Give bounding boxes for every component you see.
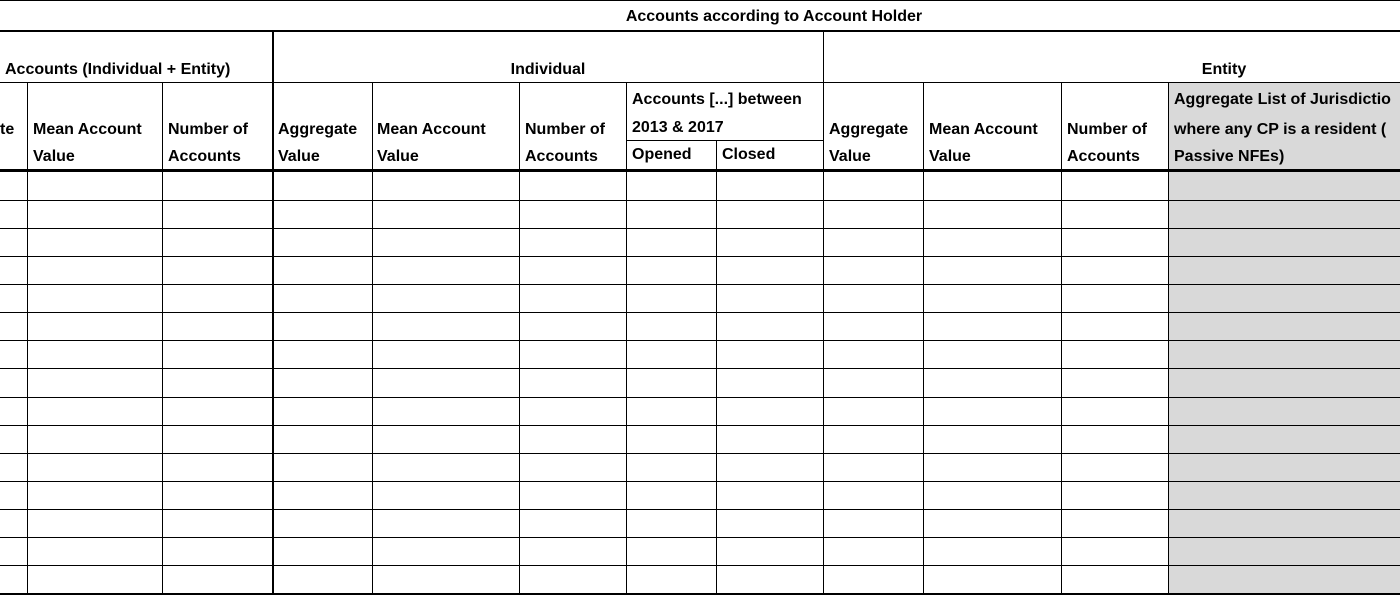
col-accounts-between-l1: Accounts [...] between [632, 91, 802, 108]
table-row-divider [0, 481, 1400, 482]
table-row-divider [0, 397, 1400, 398]
vline-ind-2 [519, 82, 520, 594]
col-total-number-l1: Number of [168, 121, 248, 138]
vline-total-1 [27, 82, 28, 594]
col-total-mean-l1: Mean Account [33, 121, 142, 138]
table-row-divider [0, 453, 1400, 454]
entity-group-divider-h [824, 82, 1400, 83]
col-ind-mean-l2: Value [377, 148, 419, 165]
col-ent-jurisdictions-l2: where any CP is a resident ( [1174, 121, 1387, 138]
vline-ent-3 [1168, 82, 1169, 594]
table-row-divider [0, 340, 1400, 341]
vline-opened-closed [716, 140, 717, 594]
table-row-divider [0, 537, 1400, 538]
table-title: Accounts according to Account Holder [625, 8, 923, 25]
top-border [0, 0, 1400, 1]
table-row-divider [0, 312, 1400, 313]
col-ind-mean-l1: Mean Account [377, 121, 486, 138]
table-row-divider [0, 368, 1400, 369]
col-ent-jurisdictions-l3: Passive NFEs) [1174, 148, 1285, 165]
col-ent-aggregate-l2: Value [829, 148, 871, 165]
col-ind-aggregate-l2: Value [278, 148, 320, 165]
table-row-divider [0, 200, 1400, 201]
col-closed: Closed [722, 146, 776, 163]
jurisdiction-body-shade [1169, 172, 1400, 593]
col-ind-aggregate-l1: Aggregate [278, 121, 358, 138]
col-total-mean-l2: Value [33, 148, 75, 165]
col-total-number-l2: Accounts [168, 148, 241, 165]
vline-total-2 [162, 82, 163, 594]
vline-ind-1 [372, 82, 373, 594]
header-bottom-border [0, 169, 1400, 172]
col-ent-mean-l2: Value [929, 148, 971, 165]
col-accounts-between-l2: 2013 & 2017 [632, 119, 724, 136]
group-header-individual: Individual [510, 61, 586, 78]
group-header-entity: Entity [1201, 61, 1247, 78]
between-divider-h [627, 140, 823, 141]
table-row-divider [0, 228, 1400, 229]
table-row-divider [0, 425, 1400, 426]
title-divider [0, 30, 1400, 32]
col-ent-aggregate-l1: Aggregate [829, 121, 909, 138]
col-total-aggregate: te [0, 121, 15, 138]
col-ind-number-l1: Number of [525, 121, 605, 138]
table-row-divider [0, 256, 1400, 257]
group-divider-h [0, 82, 824, 83]
col-ind-number-l2: Accounts [525, 148, 598, 165]
col-opened: Opened [632, 146, 692, 163]
group-header-total: Accounts (Individual + Entity) [5, 61, 231, 78]
vline-ent-2 [1061, 82, 1062, 594]
col-ent-mean-l1: Mean Account [929, 121, 1038, 138]
table-row-divider [0, 565, 1400, 566]
col-ent-number-l2: Accounts [1067, 148, 1140, 165]
vline-ent-1 [923, 82, 924, 594]
col-ent-jurisdictions-l1: Aggregate List of Jurisdictio [1174, 91, 1391, 108]
bottom-border [0, 593, 1400, 595]
col-ent-number-l1: Number of [1067, 121, 1147, 138]
table-row-divider [0, 284, 1400, 285]
table-row-divider [0, 509, 1400, 510]
vline-ind-3 [626, 82, 627, 594]
